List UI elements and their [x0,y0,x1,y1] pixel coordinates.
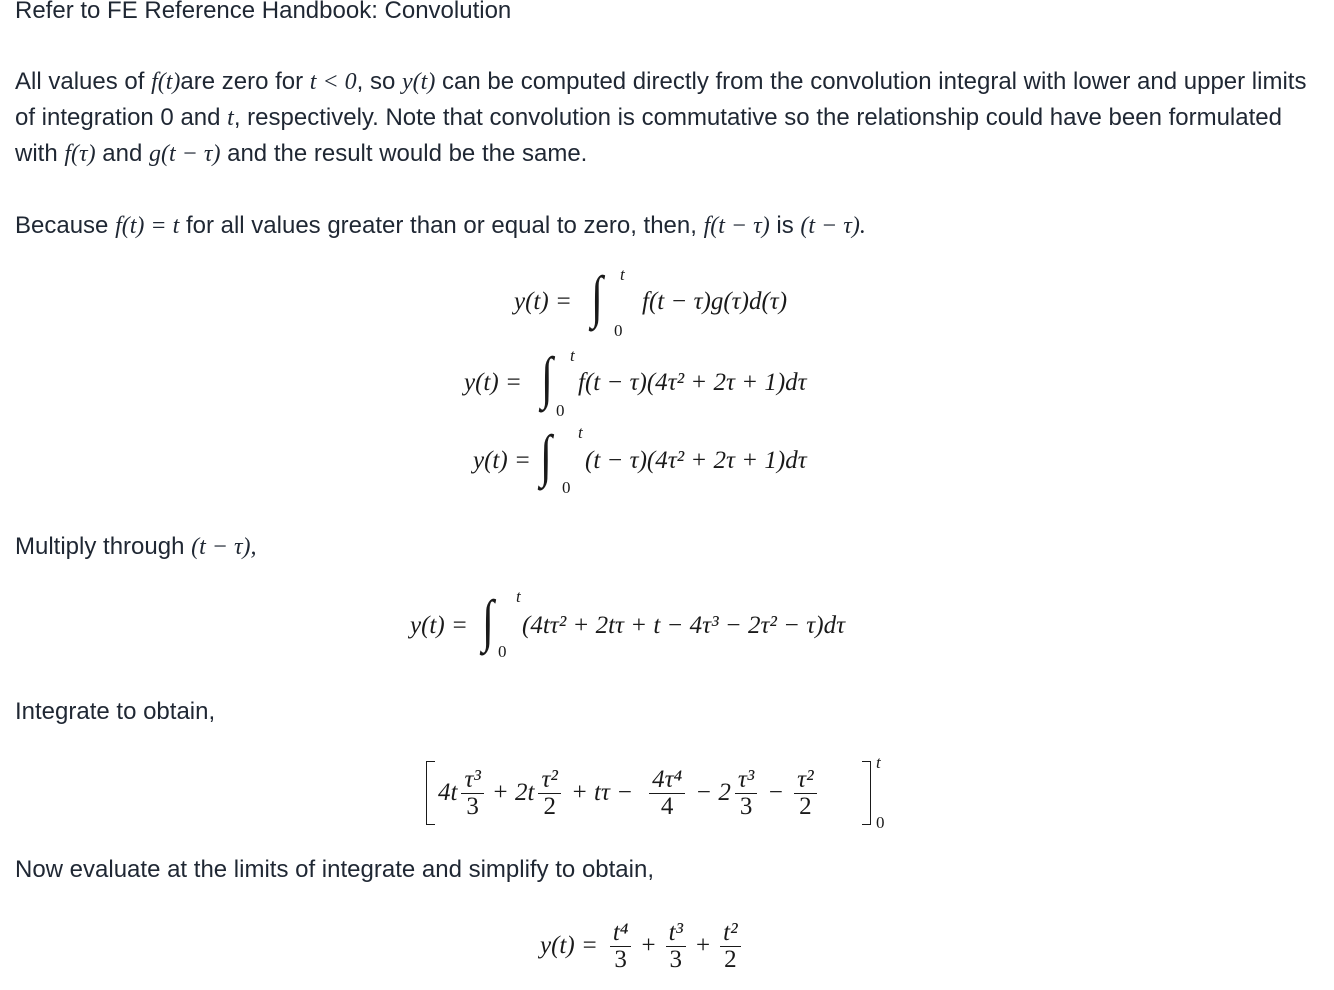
integral-sign-icon: ∫ [540,345,553,410]
integral-sign-icon: ∫ [481,588,494,653]
p2-text-2: for all values greater than or equal to zero, then, [185,212,697,239]
left-bracket [426,761,435,825]
eq1-lhs: y(t) = [514,288,572,315]
result-op-1: + [641,932,656,959]
multiply-expr: (t − τ), [191,534,257,560]
p1-condition: t < 0 [309,69,357,95]
paragraph-because [15,208,866,244]
eq1-upper-limit: t [620,265,625,284]
reference-heading: Refer to FE Reference Handbook: Convolution [15,0,512,24]
paragraph-evaluate: Now evaluate at the limits of integrate and simplify to obtain, [15,856,654,883]
result-lhs: y(t) = [540,932,598,959]
eq2-upper-limit: t [570,346,575,365]
p1-text-6: and [102,140,143,167]
term1-fraction [461,767,483,820]
term1-coefficient: 4t [438,779,458,806]
p1-f-of-t: f(t) [151,69,181,95]
antiderivative-terms [438,757,821,829]
p1-t-var: t [227,105,234,131]
eq3-lower-limit: 0 [562,478,571,497]
p2-text-1: Because [15,212,109,239]
result-fraction-3 [720,920,740,973]
p1-text-3: , so [356,68,396,95]
p2-expr-3: (t − τ). [800,213,866,239]
p1-text-1: All values of [15,68,145,95]
term6-denominator: 2 [799,792,812,820]
eq3-upper-limit: t [578,423,583,442]
p1-f-tau: f(τ) [64,141,96,167]
p2-text-3: is [776,212,794,239]
eq2-lower-limit: 0 [556,401,565,420]
equation-substituted-f [473,423,873,497]
result-op-2: + [696,932,711,959]
term5-coefficient: − 2 [695,779,731,806]
result-f2-denominator: 3 [669,945,683,973]
eq4-upper-limit: t [516,587,521,606]
term4-numerator: 4τ⁴ [649,767,685,794]
p1-text-7: and the result would be the same. [227,140,588,167]
eq2-lhs: y(t) = [464,369,522,396]
term5-denominator: 3 [739,792,753,820]
term1-numerator: τ³ [461,767,483,794]
p1-text-4: can be computed directly from the convolution integral with lower and upper limits of integration 0 and [15,68,1307,131]
result-f3-numerator: t² [720,920,740,947]
term5-numerator: τ³ [735,767,757,794]
equation-substituted-g [464,345,884,420]
term6-fraction [794,767,816,820]
result-f3-denominator: 2 [724,945,737,973]
result-fraction-2 [666,920,686,973]
equation-expanded-integrand [410,587,930,662]
eq1-lower-limit: 0 [614,321,623,340]
p1-y-of-t: y(t) [402,69,436,95]
term6-numerator: τ² [794,767,816,794]
paragraph-integrate: Integrate to obtain, [15,698,216,725]
result-f1-numerator: t⁴ [610,920,632,947]
equation-antiderivative [426,753,906,832]
p1-text-5: , respectively. Note that convolution is commutative so the relationship could have been formulated with [15,104,1282,167]
multiply-text: Multiply through [15,533,185,560]
eq2-rhs: f(t − τ)(4τ² + 2τ + 1)dτ [578,369,807,396]
term2-fraction [538,767,560,820]
term6-operator: − [767,779,785,806]
paragraph-multiply [15,529,257,565]
term2-numerator: τ² [538,767,560,794]
term1-denominator: 3 [466,792,479,820]
term3: + tτ − [570,779,634,806]
integral-sign-icon: ∫ [539,423,552,488]
term2-denominator: 2 [543,792,556,820]
result-f1-denominator: 3 [614,945,627,973]
paragraph-convolution-intro [15,64,1315,172]
p2-expr-2: f(t − τ) [703,213,770,239]
integral-sign-icon: ∫ [590,264,603,329]
antiderivative-upper-limit: t [876,753,881,772]
p1-g-expr: g(t − τ) [149,141,221,167]
eq1-rhs: f(t − τ)g(τ)d(τ) [642,288,788,315]
p1-text-2: are zero for [180,68,304,95]
term5-fraction [735,767,757,820]
result-f2-numerator: t³ [666,920,686,947]
equation-final-result [540,910,745,982]
right-bracket [862,761,871,825]
antiderivative-lower-limit: 0 [876,813,885,832]
eq4-lhs: y(t) = [410,612,468,639]
equation-convolution-definition [514,264,814,340]
result-fraction-1 [610,920,632,973]
eq3-rhs: (t − τ)(4τ² + 2τ + 1)dτ [585,447,807,474]
eq4-lower-limit: 0 [498,642,507,661]
eq4-rhs: (4tτ² + 2tτ + t − 4τ³ − 2τ² − τ)dτ [522,612,846,639]
term2-coefficient: + 2t [491,779,535,806]
eq3-lhs: y(t) = [473,447,531,474]
term4-denominator: 4 [660,792,674,820]
term4-fraction [649,767,685,820]
p2-expr-1: f(t) = t [115,213,180,239]
